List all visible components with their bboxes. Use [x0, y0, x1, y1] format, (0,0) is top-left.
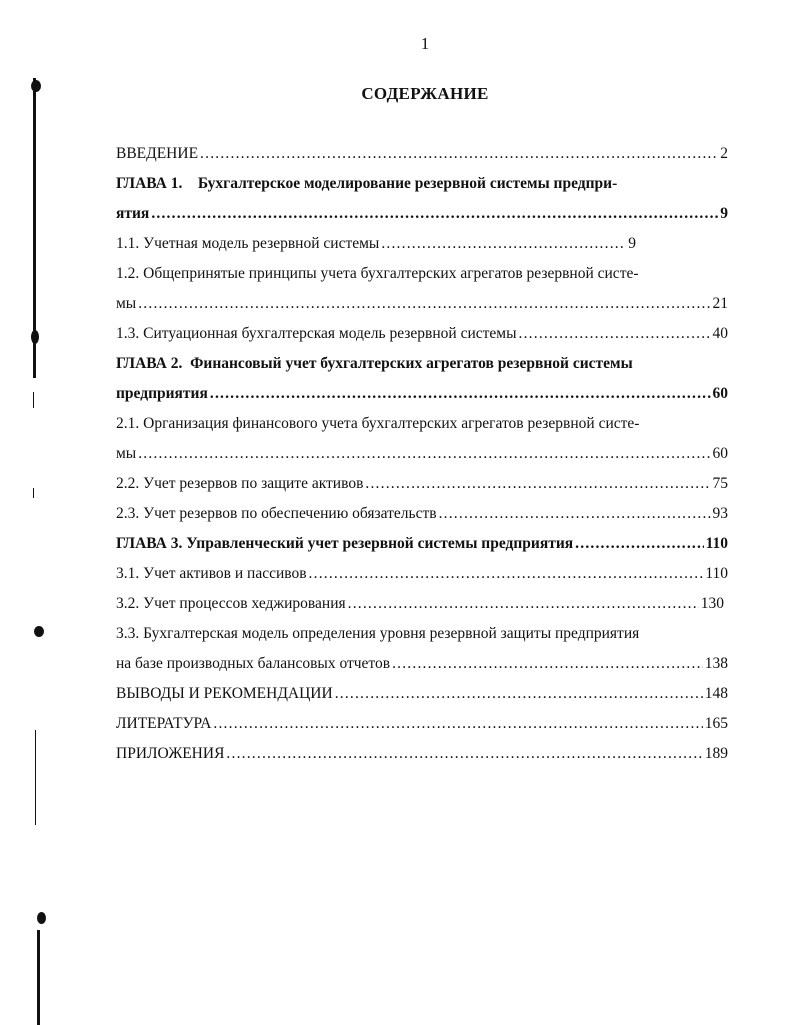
toc-leader-dots — [213, 715, 702, 733]
toc-entry-page: 9 — [720, 205, 728, 222]
toc-leader-dots — [200, 145, 718, 163]
toc-entry-label: мы — [116, 445, 137, 462]
toc-entry-label: ПРИЛОЖЕНИЯ — [116, 745, 225, 762]
toc-entry-page: 110 — [705, 565, 728, 582]
toc-entry-page: 138 — [704, 655, 728, 672]
toc-entry-chapter-3 — [116, 535, 728, 557]
scan-margin-line — [37, 930, 40, 1025]
toc-leader-dots — [392, 655, 703, 673]
toc-entry-1-2-cont — [116, 295, 728, 317]
toc-entry-1-1 — [116, 235, 636, 257]
toc-entry-label: предприятия — [116, 385, 208, 402]
toc-entry-chapter-1 — [116, 175, 728, 197]
toc-entry-label: 3.3. Бухгалтерская модель определения уровня резервной защиты предприятия — [116, 625, 640, 642]
toc-entry-page: 148 — [704, 685, 728, 702]
page-number: 1 — [420, 34, 430, 53]
toc-entry-label: ятия — [116, 205, 150, 222]
toc-leader-dots — [439, 505, 711, 523]
toc-entry-3-1 — [116, 565, 728, 587]
toc-entry-label: 3.2. Учет процессов хеджирования — [116, 595, 346, 612]
toc-entry-label: ВЫВОДЫ И РЕКОМЕНДАЦИИ — [116, 685, 333, 702]
scan-margin-blot — [31, 330, 39, 344]
toc-entry-label: 1.2. Общепринятые принципы учета бухгалтерских агрегатов резервной систе- — [116, 265, 639, 282]
toc-entry-label: ГЛАВА 3. Управленческий учет резервной системы предприятия — [116, 535, 574, 552]
toc-entry-label: 3.1. Учет активов и пассивов — [116, 565, 307, 582]
toc-leader-dots — [210, 385, 711, 403]
toc-leader-dots — [335, 685, 703, 703]
scan-margin-line — [35, 730, 36, 825]
toc-entry-appendices — [116, 745, 728, 767]
toc-entry-page: 110 — [705, 535, 728, 552]
toc-leader-dots — [575, 535, 703, 553]
toc-leader-dots — [138, 445, 710, 463]
toc-entry-label: ГЛАВА 2. Финансовый учет бухгалтерских агрегатов резервной системы — [116, 355, 633, 372]
toc-entry-page: 60 — [712, 445, 728, 462]
toc-entry-label: 1.1. Учетная модель резервной системы — [116, 235, 380, 252]
toc-entry-page: 21 — [712, 295, 728, 312]
toc-entry-page: 2 — [720, 145, 728, 162]
toc-leader-dots — [151, 205, 718, 223]
toc-entry-literature — [116, 715, 728, 737]
toc-leader-dots — [226, 745, 702, 763]
page-title: СОДЕРЖАНИЕ — [361, 84, 489, 103]
toc-leader-dots — [309, 565, 704, 583]
toc-entry-chapter-2 — [116, 355, 728, 377]
toc-entry-label: 2.3. Учет резервов по обеспечению обязательств — [116, 505, 437, 522]
toc-entry-label: ВВЕДЕНИЕ — [116, 145, 199, 162]
toc-entry-page: 93 — [712, 505, 728, 522]
toc-entry-label: ЛИТЕРАТУРА — [116, 715, 212, 732]
toc-entry-chapter-2-cont — [116, 385, 728, 407]
toc-entry-introduction — [116, 145, 728, 167]
toc-entry-page: 60 — [712, 385, 728, 402]
toc-entry-page: 40 — [712, 325, 728, 342]
toc-entry-chapter-1-cont — [116, 205, 728, 227]
toc-entry-2-1-cont — [116, 445, 728, 467]
toc-entry-page: 75 — [712, 475, 728, 492]
toc-entry-3-3-cont — [116, 655, 728, 677]
toc-entry-page: 189 — [704, 745, 728, 762]
toc-leader-dots — [519, 325, 711, 343]
toc-entry-2-1 — [116, 415, 728, 437]
toc-entry-3-3 — [116, 625, 728, 647]
toc-entry-3-2 — [116, 595, 724, 617]
toc-entry-conclusions — [116, 685, 728, 707]
toc-leader-dots — [348, 595, 699, 613]
toc-entry-label: 1.3. Ситуационная бухгалтерская модель резервной системы — [116, 325, 517, 342]
toc-entry-1-3 — [116, 325, 728, 347]
toc-entry-label: 2.1. Организация финансового учета бухгалтерских агрегатов резервной систе- — [116, 415, 640, 432]
toc-entry-2-2 — [116, 475, 728, 497]
toc-entry-page: 9 — [628, 235, 636, 252]
scan-margin-line — [33, 392, 34, 408]
toc-leader-dots — [365, 475, 710, 493]
toc-entry-2-3 — [116, 505, 728, 527]
toc-entry-1-2 — [116, 265, 728, 287]
scan-margin-blot — [37, 912, 46, 924]
toc-entry-page: 165 — [704, 715, 728, 732]
toc-entry-label: ГЛАВА 1. Бухгалтерское моделирование резервной системы предпри- — [116, 175, 618, 192]
scan-margin-line — [33, 488, 34, 498]
toc-entry-page: 130 — [700, 595, 724, 612]
toc-leader-dots — [138, 295, 710, 313]
toc-leader-dots — [381, 235, 626, 253]
scan-margin-blot — [34, 626, 44, 637]
toc-entry-label: мы — [116, 295, 137, 312]
toc-entry-label: 2.2. Учет резервов по защите активов — [116, 475, 364, 492]
toc-entry-label: на базе производных балансовых отчетов — [116, 655, 391, 672]
